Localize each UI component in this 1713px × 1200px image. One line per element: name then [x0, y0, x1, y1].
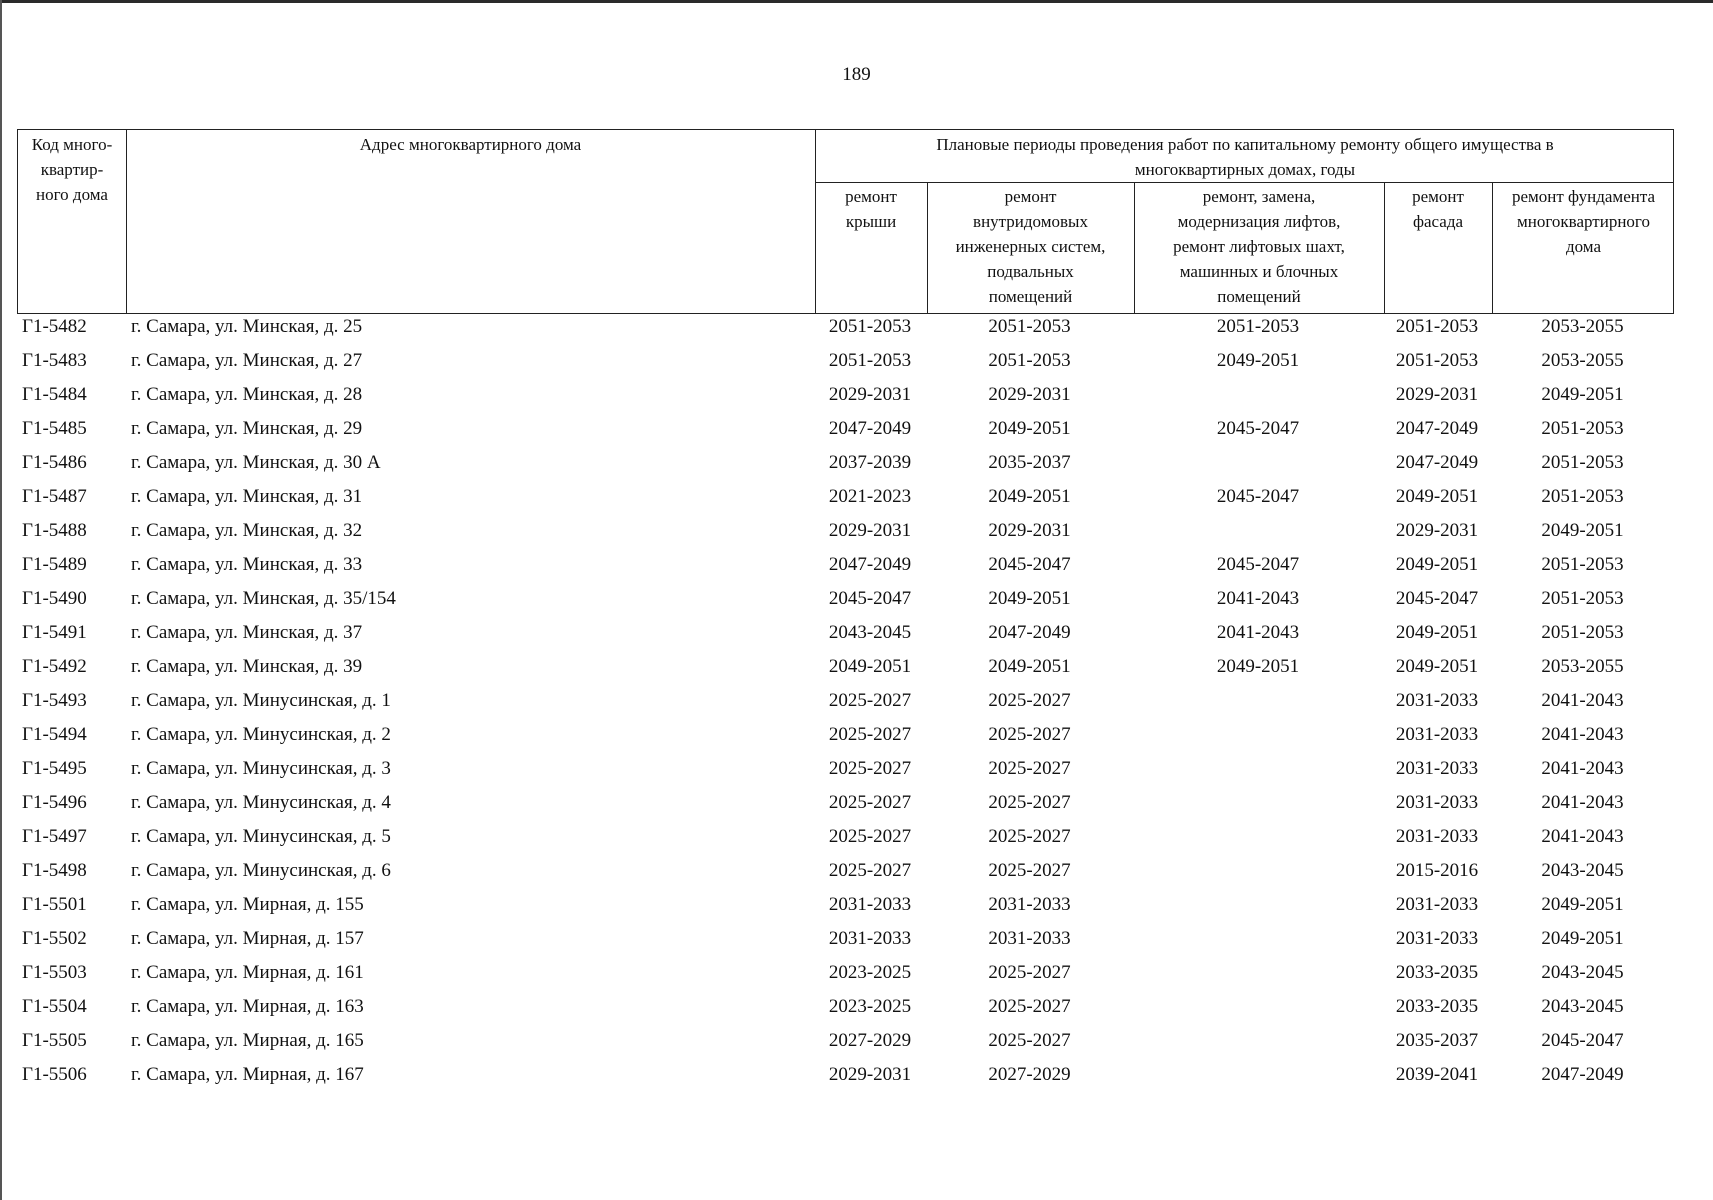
cell-foundation: 2045-2047: [1541, 1030, 1624, 1051]
cell-address: г. Самара, ул. Минская, д. 32: [131, 520, 363, 541]
cell-roof: 2037-2039: [828, 452, 912, 473]
cell-code: Г1-5492: [22, 656, 87, 677]
cell-facade: 2031-2033: [1395, 758, 1479, 779]
cell-roof: 2045-2047: [828, 588, 912, 609]
cell-roof: 2023-2025: [828, 962, 912, 983]
cell-address: г. Самара, ул. Минская, д. 35/154: [131, 588, 396, 609]
cell-code: Г1-5488: [22, 520, 87, 541]
cell-engineering-systems: 2025-2027: [988, 826, 1071, 847]
cell-roof: 2025-2027: [828, 724, 912, 745]
cell-engineering-systems: 2025-2027: [988, 860, 1071, 881]
cell-address: г. Самара, ул. Минская, д. 39: [131, 656, 363, 677]
cell-code: Г1-5502: [22, 928, 87, 949]
cell-engineering-systems: 2025-2027: [988, 690, 1071, 711]
cell-roof: 2031-2033: [828, 928, 912, 949]
header-facade: ремонт фасада: [1412, 187, 1464, 231]
table-row: [0, 311, 1713, 345]
table-row: [0, 345, 1713, 379]
cell-facade: 2039-2041: [1395, 1064, 1479, 1085]
cell-code: Г1-5501: [22, 894, 87, 915]
table-row: [0, 515, 1713, 549]
cell-facade: 2047-2049: [1395, 452, 1479, 473]
cell-address: г. Самара, ул. Мирная, д. 163: [131, 996, 364, 1017]
cell-address: г. Самара, ул. Минусинская, д. 5: [131, 826, 391, 847]
cell-foundation: 2049-2051: [1541, 520, 1624, 541]
header-periods: Плановые периоды проведения работ по капитальному ремонту общего имущества в многоквартирных домах, годы: [936, 135, 1554, 179]
cell-code: Г1-5497: [22, 826, 87, 847]
cell-roof: 2021-2023: [828, 486, 912, 507]
table-row: [0, 1059, 1713, 1093]
header-foundation: ремонт фундамента многоквартирного дома: [1511, 187, 1656, 256]
cell-engineering-systems: 2049-2051: [988, 656, 1071, 677]
table-row: [0, 719, 1713, 753]
cell-engineering-systems: 2047-2049: [988, 622, 1071, 643]
cell-roof: 2025-2027: [828, 792, 912, 813]
table-row: [0, 549, 1713, 583]
cell-roof: 2047-2049: [828, 418, 912, 439]
cell-facade: 2029-2031: [1395, 520, 1479, 541]
cell-foundation: 2051-2053: [1541, 486, 1624, 507]
table-header: [17, 129, 1674, 314]
cell-engineering-systems: 2025-2027: [988, 724, 1071, 745]
cell-elevators: 2051-2053: [1216, 316, 1300, 337]
cell-engineering-systems: 2029-2031: [988, 384, 1071, 405]
cell-address: г. Самара, ул. Минусинская, д. 6: [131, 860, 391, 881]
cell-code: Г1-5503: [22, 962, 87, 983]
cell-roof: 2029-2031: [828, 520, 912, 541]
header-roof: ремонт крыши: [845, 187, 897, 231]
cell-address: г. Самара, ул. Минусинская, д. 1: [131, 690, 391, 711]
cell-foundation: 2049-2051: [1541, 928, 1624, 949]
cell-code: Г1-5506: [22, 1064, 87, 1085]
cell-foundation: 2049-2051: [1541, 384, 1624, 405]
cell-engineering-systems: 2025-2027: [988, 1030, 1071, 1051]
cell-code: Г1-5495: [22, 758, 87, 779]
cell-address: г. Самара, ул. Минская, д. 27: [131, 350, 363, 371]
cell-facade: 2031-2033: [1395, 792, 1479, 813]
table-row: [0, 753, 1713, 787]
cell-facade: 2015-2016: [1395, 860, 1479, 881]
cell-foundation: 2053-2055: [1541, 316, 1624, 337]
cell-roof: 2025-2027: [828, 826, 912, 847]
cell-address: г. Самара, ул. Минская, д. 28: [131, 384, 363, 405]
cell-code: Г1-5494: [22, 724, 87, 745]
cell-elevators: 2045-2047: [1216, 554, 1300, 575]
cell-facade: 2031-2033: [1395, 724, 1479, 745]
cell-code: Г1-5487: [22, 486, 87, 507]
cell-facade: 2031-2033: [1395, 690, 1479, 711]
top-border-line: [0, 0, 1713, 3]
cell-address: г. Самара, ул. Минская, д. 33: [131, 554, 363, 575]
cell-engineering-systems: 2025-2027: [988, 996, 1071, 1017]
table-row: [0, 583, 1713, 617]
cell-foundation: 2041-2043: [1541, 826, 1624, 847]
table-row: [0, 651, 1713, 685]
cell-facade: 2051-2053: [1395, 316, 1479, 337]
cell-code: Г1-5483: [22, 350, 87, 371]
cell-roof: 2023-2025: [828, 996, 912, 1017]
cell-engineering-systems: 2025-2027: [988, 962, 1071, 983]
cell-address: г. Самара, ул. Мирная, д. 155: [131, 894, 364, 915]
cell-roof: 2027-2029: [828, 1030, 912, 1051]
cell-roof: 2025-2027: [828, 860, 912, 881]
cell-code: Г1-5496: [22, 792, 87, 813]
cell-address: г. Самара, ул. Мирная, д. 161: [131, 962, 364, 983]
cell-code: Г1-5493: [22, 690, 87, 711]
cell-foundation: 2049-2051: [1541, 894, 1624, 915]
cell-engineering-systems: 2051-2053: [988, 350, 1071, 371]
cell-foundation: 2051-2053: [1541, 588, 1624, 609]
cell-facade: 2049-2051: [1395, 486, 1479, 507]
cell-roof: 2043-2045: [828, 622, 912, 643]
cell-code: Г1-5485: [22, 418, 87, 439]
cell-facade: 2031-2033: [1395, 894, 1479, 915]
table-row: [0, 481, 1713, 515]
cell-facade: 2029-2031: [1395, 384, 1479, 405]
cell-facade: 2033-2035: [1395, 962, 1479, 983]
cell-facade: 2047-2049: [1395, 418, 1479, 439]
table-body: [0, 311, 1713, 1093]
cell-code: Г1-5505: [22, 1030, 87, 1051]
cell-engineering-systems: 2031-2033: [988, 928, 1071, 949]
header-address: Адрес многоквартирного дома: [359, 135, 582, 154]
cell-elevators: 2045-2047: [1216, 418, 1300, 439]
cell-engineering-systems: 2049-2051: [988, 418, 1071, 439]
header-divider: [126, 130, 127, 313]
cell-roof: 2051-2053: [828, 316, 912, 337]
cell-facade: 2035-2037: [1395, 1030, 1479, 1051]
table-row: [0, 685, 1713, 719]
cell-engineering-systems: 2035-2037: [988, 452, 1071, 473]
cell-elevators: 2041-2043: [1216, 622, 1300, 643]
cell-roof: 2051-2053: [828, 350, 912, 371]
cell-facade: 2051-2053: [1395, 350, 1479, 371]
table-row: [0, 855, 1713, 889]
cell-elevators: 2049-2051: [1216, 350, 1300, 371]
cell-address: г. Самара, ул. Минусинская, д. 4: [131, 792, 391, 813]
cell-foundation: 2041-2043: [1541, 758, 1624, 779]
cell-code: Г1-5504: [22, 996, 87, 1017]
cell-facade: 2049-2051: [1395, 622, 1479, 643]
cell-facade: 2045-2047: [1395, 588, 1479, 609]
cell-address: г. Самара, ул. Минская, д. 25: [131, 316, 363, 337]
table-row: [0, 447, 1713, 481]
cell-elevators: 2049-2051: [1216, 656, 1300, 677]
cell-code: Г1-5489: [22, 554, 87, 575]
cell-foundation: 2051-2053: [1541, 418, 1624, 439]
cell-address: г. Самара, ул. Мирная, д. 165: [131, 1030, 364, 1051]
cell-foundation: 2053-2055: [1541, 350, 1624, 371]
cell-foundation: 2043-2045: [1541, 860, 1624, 881]
table-row: [0, 413, 1713, 447]
table-row: [0, 923, 1713, 957]
cell-foundation: 2051-2053: [1541, 622, 1624, 643]
cell-engineering-systems: 2031-2033: [988, 894, 1071, 915]
cell-roof: 2029-2031: [828, 384, 912, 405]
cell-engineering-systems: 2027-2029: [988, 1064, 1071, 1085]
cell-roof: 2049-2051: [828, 656, 912, 677]
cell-foundation: 2043-2045: [1541, 962, 1624, 983]
cell-address: г. Самара, ул. Минская, д. 29: [131, 418, 363, 439]
table-row: [0, 821, 1713, 855]
cell-foundation: 2043-2045: [1541, 996, 1624, 1017]
cell-address: г. Самара, ул. Минусинская, д. 3: [131, 758, 391, 779]
cell-foundation: 2047-2049: [1541, 1064, 1624, 1085]
header-code: Код много- квартир- ного дома: [31, 135, 113, 204]
header-engineering-systems: ремонт внутридомовых инженерных систем, подвальных помещений: [955, 187, 1106, 306]
cell-code: Г1-5482: [22, 316, 87, 337]
cell-facade: 2049-2051: [1395, 656, 1479, 677]
cell-elevators: 2041-2043: [1216, 588, 1300, 609]
cell-foundation: 2051-2053: [1541, 452, 1624, 473]
cell-address: г. Самара, ул. Минская, д. 37: [131, 622, 363, 643]
table-row: [0, 787, 1713, 821]
cell-roof: 2031-2033: [828, 894, 912, 915]
table-row: [0, 991, 1713, 1025]
table-row: [0, 889, 1713, 923]
cell-foundation: 2041-2043: [1541, 690, 1624, 711]
cell-code: Г1-5484: [22, 384, 87, 405]
cell-engineering-systems: 2049-2051: [988, 486, 1071, 507]
cell-roof: 2025-2027: [828, 758, 912, 779]
cell-code: Г1-5486: [22, 452, 87, 473]
cell-facade: 2033-2035: [1395, 996, 1479, 1017]
cell-facade: 2031-2033: [1395, 928, 1479, 949]
cell-address: г. Самара, ул. Минусинская, д. 2: [131, 724, 391, 745]
cell-foundation: 2051-2053: [1541, 554, 1624, 575]
table-row: [0, 617, 1713, 651]
cell-foundation: 2041-2043: [1541, 724, 1624, 745]
cell-foundation: 2053-2055: [1541, 656, 1624, 677]
table-row: [0, 957, 1713, 991]
cell-elevators: 2045-2047: [1216, 486, 1300, 507]
header-elevators: ремонт, замена, модернизация лифтов, ремонт лифтовых шахт, машинных и блочных помещений: [1173, 187, 1345, 306]
cell-roof: 2047-2049: [828, 554, 912, 575]
cell-facade: 2031-2033: [1395, 826, 1479, 847]
cell-address: г. Самара, ул. Минская, д. 30 А: [131, 452, 381, 473]
cell-engineering-systems: 2025-2027: [988, 792, 1071, 813]
cell-address: г. Самара, ул. Мирная, д. 167: [131, 1064, 364, 1085]
cell-engineering-systems: 2049-2051: [988, 588, 1071, 609]
cell-code: Г1-5490: [22, 588, 87, 609]
cell-roof: 2025-2027: [828, 690, 912, 711]
cell-address: г. Самара, ул. Минская, д. 31: [131, 486, 363, 507]
cell-foundation: 2041-2043: [1541, 792, 1624, 813]
cell-address: г. Самара, ул. Мирная, д. 157: [131, 928, 364, 949]
cell-code: Г1-5498: [22, 860, 87, 881]
page-number: 189: [842, 64, 871, 85]
table-row: [0, 379, 1713, 413]
cell-roof: 2029-2031: [828, 1064, 912, 1085]
cell-engineering-systems: 2029-2031: [988, 520, 1071, 541]
cell-engineering-systems: 2025-2027: [988, 758, 1071, 779]
cell-facade: 2049-2051: [1395, 554, 1479, 575]
cell-engineering-systems: 2051-2053: [988, 316, 1071, 337]
table-row: [0, 1025, 1713, 1059]
cell-engineering-systems: 2045-2047: [988, 554, 1071, 575]
cell-code: Г1-5491: [22, 622, 87, 643]
